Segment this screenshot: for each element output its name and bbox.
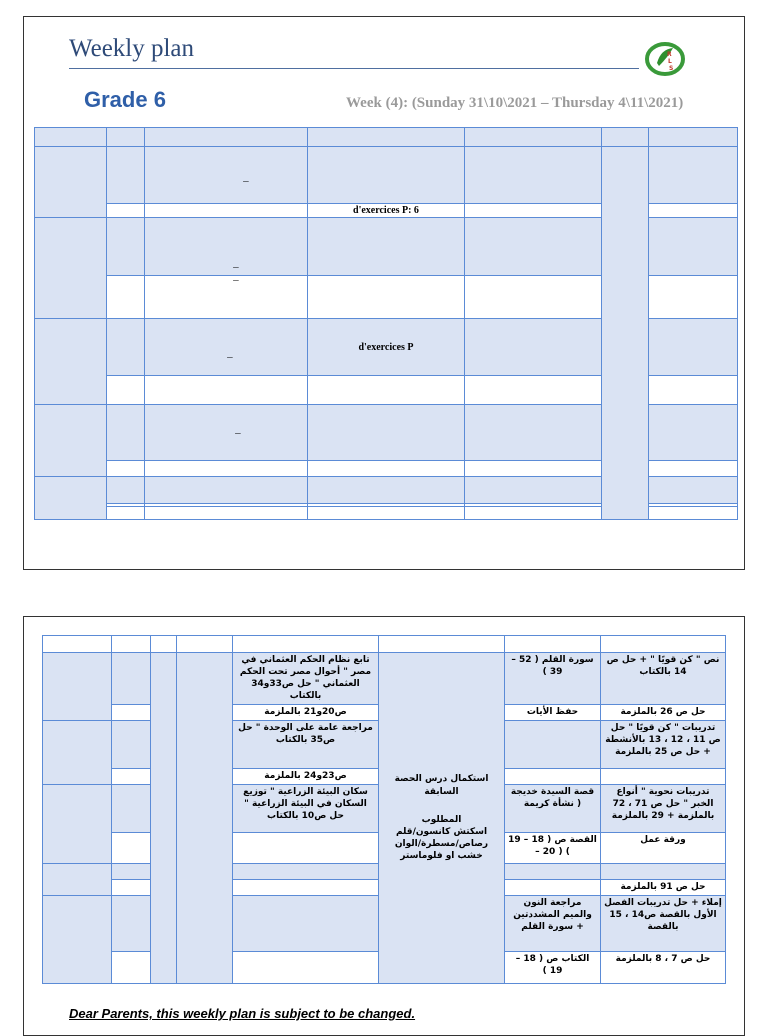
religion-lesson-3: مراجعة النون والميم المشددتين + سورة القلم xyxy=(505,895,601,951)
art-assignment: استكمال درس الحصة السابقة المطلوب اسكتش كانسون/قلم رصاص/مسطرة/الوان خشب او فلوماستر xyxy=(379,653,505,984)
arabic-lesson-1: نص " كن قويًا " + حل ص 14 بالكتاب xyxy=(601,653,726,705)
parents-notice: Dear Parents, this weekly plan is subject to be changed. xyxy=(69,1006,416,1021)
religion-homework-2: القصة ص ( 18 – 19 ) ( 20 – xyxy=(505,832,601,863)
weekly-plan-table-1 xyxy=(34,127,738,520)
dash-mark: – xyxy=(233,260,239,273)
dash-mark: – xyxy=(233,274,239,286)
arabic-lesson-4: إملاء + حل تدريبات الفصل الأول بالقصة ص14 ، 15 بالقصة xyxy=(601,895,726,951)
page-title: Weekly plan xyxy=(69,35,195,62)
arabic-lesson-3: تدريبات نحوية " أنواع الخبر " حل ص 71 ، 72 بالملزمة + 29 بالملزمة xyxy=(601,784,726,832)
social-studies-homework-2: ص23و24 بالملزمة xyxy=(233,768,379,784)
religion-lesson-2: قصة السيدة خديجة ( نشأة كريمة xyxy=(505,784,601,832)
arabic-homework-4: حل ص 91 بالملزمة xyxy=(601,879,726,895)
svg-text:R: R xyxy=(667,51,672,58)
religion-homework-1: حفظ الأيات xyxy=(505,704,601,720)
table-header-row xyxy=(43,636,726,653)
title-divider xyxy=(69,68,639,69)
arabic-homework-5: حل ص 7 ، 8 بالملزمة xyxy=(601,951,726,983)
arabic-lesson-2: تدريبات " كن قويًا " حل ص 11 ، 12 ، 13 بالأنشطة + حل ص 25 بالملزمة xyxy=(601,720,726,768)
svg-text:L: L xyxy=(668,58,672,65)
table-row xyxy=(43,653,726,705)
arabic-homework-3: ورقة عمل xyxy=(601,832,726,863)
dash-mark: – xyxy=(235,426,241,439)
arabic-homework-1: حل ص 26 بالملزمة xyxy=(601,704,726,720)
plan-page-1 xyxy=(23,16,745,570)
social-studies-lesson-2: مراجعة عامة على الوحدة " حل ص35 بالكتاب xyxy=(233,720,379,768)
social-studies-lesson-1: تابع نظام الحكم العثماني في مصر " أحوال مصر تحت الحكم العثماني " حل ص33و34 بالكتاب xyxy=(233,653,379,705)
french-exercise-2: d'exercices P xyxy=(307,319,464,376)
grade-heading: Grade 6 xyxy=(84,87,166,112)
religion-homework-3: الكتاب ص ( 18 – 19 ) xyxy=(505,951,601,983)
religion-lesson-1: سورة القلم ( 52 – 39 ) xyxy=(505,653,601,705)
social-studies-homework-1: ص20و21 بالملزمة xyxy=(233,704,379,720)
dash-mark: – xyxy=(243,175,249,187)
week-range: Week (4): (Sunday 31\10\2021 – Thursday 4\11\2021) xyxy=(346,95,684,111)
plan-page-2 xyxy=(23,616,745,1036)
table-row xyxy=(35,147,738,204)
table-header-row xyxy=(35,128,738,147)
school-logo-icon xyxy=(640,39,690,79)
svg-text:S: S xyxy=(669,65,674,72)
dash-mark: – xyxy=(227,351,233,363)
social-studies-lesson-3: سكان البيئة الزراعية " توزيع السكان في البيئة الزراعية " حل ص10 بالكتاب xyxy=(233,784,379,832)
weekly-plan-table-2 xyxy=(42,635,726,984)
french-exercise-1: d'exercices P: 6 xyxy=(307,204,464,218)
